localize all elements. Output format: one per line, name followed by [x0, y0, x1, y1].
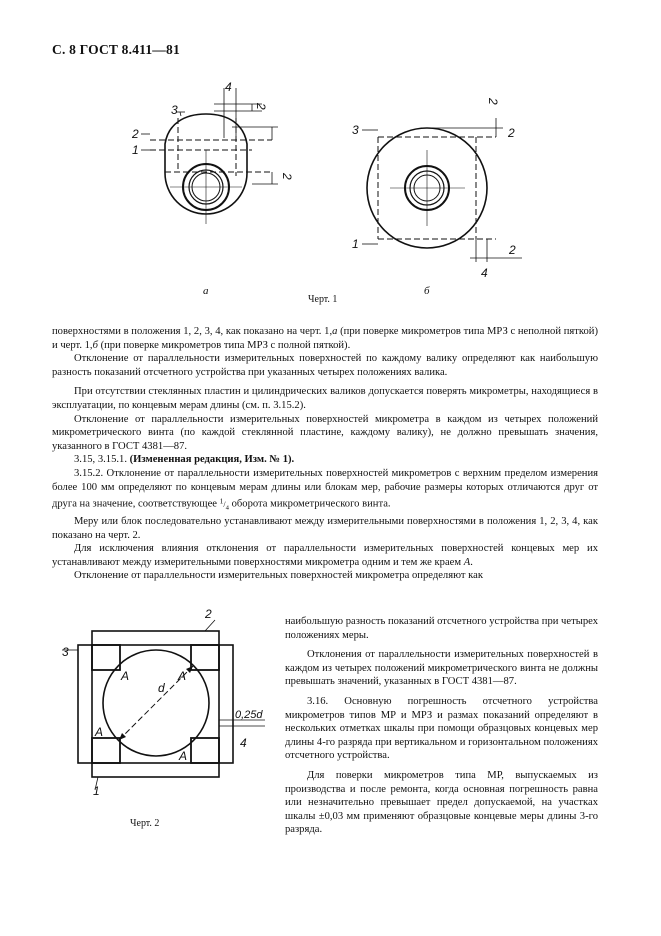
paragraph-positions: поверхностями в положения 1, 2, 3, 4, как показано на черт. 1,а (при поверке микрометров типа МРЗ с неполной пяткой) и черт. 1,б (при поверке микрометров типа МРЗ с полной пяткой).: [52, 326, 599, 351]
paragraph-roller-deviation: Отклонение от параллельности измерительных поверхностей по каждому валику определяют как наибольшую разность показаний отсчетного устройства при указанных четырех положениях валика.: [52, 353, 598, 378]
paragraph-3-15-2: 3.15.2. Отклонение от параллельности измерительных поверхностей микрометров с верхним пределом измерения более 100 мм определяют по концевым мерам длины или блокам мер, рабочие размеры которых отличаются друг от друга на значение, соответствующее $^1/_4$ оборота микрометрического винта.: [52, 467, 598, 512]
paragraph-gauge-blocks-alt: При отсутствии стеклянных пластин и цилиндрических валиков допускается поверять микрометры, находящиеся в эксплуатации, по концевым мерам длины (см. п. 3.15.2).: [52, 386, 598, 411]
paragraph-block-positions: Меру или блок последовательно устанавливают между измерительными поверхностями в положения 1, 2, 3, 4, как показано на черт. 2.: [52, 515, 598, 541]
paragraph-deviation-limits: Отклонения от параллельности измерительных поверхностей в каждом из четырех положений микрометрического винта не должны превышать значений, указанных в ГОСТ 4381—87.: [285, 649, 598, 688]
fig1a-mark-4: 4: [225, 80, 232, 94]
fig2-edge-a-4: А: [179, 749, 188, 763]
figure-1b-drawing: [362, 118, 522, 262]
figure-2-caption: Черт. 2: [130, 818, 160, 829]
figure-2: [0, 600, 280, 840]
fig1a-dim-side: 2: [280, 173, 294, 180]
paragraph-3-16: 3.16. Основную погрешность отсчетного устройства микрометров типов МР и МРЗ и размах показаний определяют в нескольких отметках шкалы при помощи образцовых концевых мер длины 4-го разряда при вертикальном и горизонтальном положениях отсчетного устройства.: [285, 695, 598, 762]
paragraph-amendment: 3.15, 3.15.1. (Измененная редакция, Изм. № 1).: [74, 454, 295, 466]
paragraph-deviation-definition: Отклонение от параллельности измерительных поверхностей микрометра определяют как: [74, 570, 483, 582]
fig2-offset-label: 0,25d: [235, 709, 263, 721]
fig2-square-1: [92, 738, 120, 763]
paragraph-mr-verification: Для поверки микрометров типа МР, выпускаемых из производства и после ремонта, когда основная погрешность равна или незначительно превышает предел допускаемой, на участках шкалы ±0,03 мм применяют образцовые концевые меры длины 3-го разряда.: [285, 769, 598, 836]
fig2-label-1: 1: [93, 784, 100, 798]
fig1b-mark-4: 4: [481, 266, 488, 280]
fig1b-dim-top-b: 2: [508, 126, 515, 140]
figure-1-caption: Черт. 1: [308, 294, 338, 305]
right-column-text: [285, 615, 598, 837]
page-header: С. 8 ГОСТ 8.411—81: [52, 42, 180, 57]
fig1a-leader-3: [180, 112, 181, 116]
fig1b-dim-top-a: 2: [486, 98, 500, 105]
fig1a-dim-top: 2: [254, 103, 268, 110]
fig1b-mark-3: 3: [352, 123, 359, 137]
fig2-square-3: [92, 645, 120, 670]
figure-1: [0, 0, 661, 310]
fig1a-mark-1: 1: [132, 143, 139, 157]
fig1a-mark-2: 2: [132, 127, 139, 141]
fig1b-dim-bottom: 2: [509, 243, 516, 257]
fig1a-mark-3: 3: [171, 103, 178, 117]
paragraph-max-difference: наибольшую разность показаний отсчетного устройства при четырех положениях меры.: [285, 616, 598, 641]
paragraph-same-edge: Для исключения влияния отклонения от параллельности измерительных поверхностей концевых мер их устанавливают между измерительными поверхностями микрометра одним и тем же краем А.: [52, 543, 598, 568]
fig2-vertical-block: [92, 631, 219, 777]
figure-1b-labels: [352, 97, 516, 280]
main-text: [52, 325, 598, 583]
fig2-label-2: 2: [205, 607, 212, 621]
fig2-edge-a-1: А: [95, 725, 104, 739]
fig1b-mark-1: 1: [352, 237, 359, 251]
fig2-edge-a-3: А: [121, 669, 130, 683]
fig2-diameter-label: d: [158, 681, 165, 695]
figure-1a-label: а: [203, 285, 209, 297]
fig2-measuring-circle: [103, 650, 209, 756]
paragraph-deviation-limit: Отклонение от параллельности измерительных поверхностей микрометра в каждом из четырех положений микрометрического винта (по каждой стеклянной пластине, каждому валику), не должно превышать значения, указанного в ГОСТ 4381—87.: [52, 413, 598, 452]
fig2-label-3: 3: [62, 645, 69, 659]
figure-1b-label: б: [424, 285, 430, 297]
fig2-square-4: [191, 738, 219, 763]
fig2-edge-a-2: А: [178, 669, 187, 683]
fig2-label-4: 4: [240, 736, 247, 750]
